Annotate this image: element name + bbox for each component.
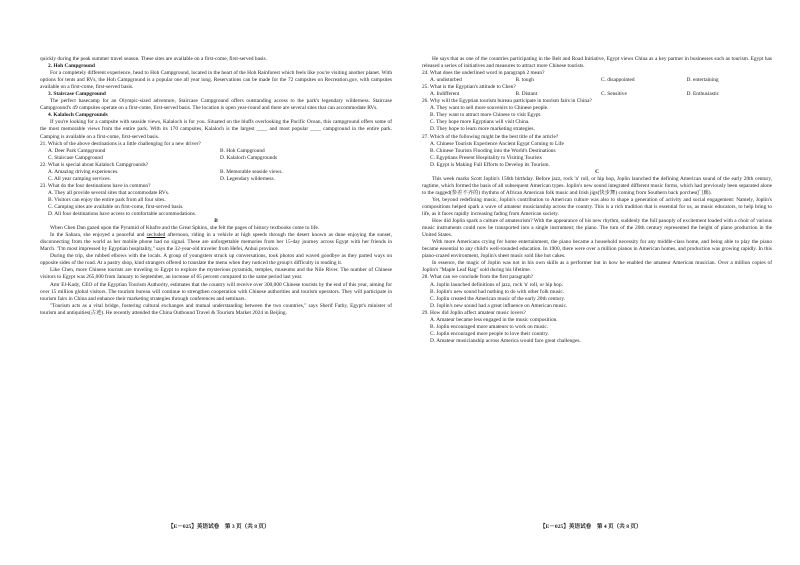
question-22-options (40, 169, 392, 183)
question-26: 26. Why will the Egyptian tourism bureau participate in tourism fairs in China? (422, 98, 592, 105)
option: A. Joplin launched definitions of jazz, rock 'n' roll, or hip hop. (430, 281, 563, 288)
option: D. They hope to learn more marketing strategies. (430, 126, 535, 133)
option: C. Joplin encouraged more people to love their country. (430, 330, 549, 337)
passage-b-paragraph-5: Amr El-Kady, CEO of the Egyptian Tourism Authority, estimates that the country will receive over 300,000 Chinese tourists by the end of this year, aiming for over 15 million global visitors. The tourism bureau will continue to strengthen cooperation with Chinese authorities and tourism operators. They will participate in tourism fairs in China and enhance their marketing strategies through conferences and seminars. (40, 281, 392, 302)
option: D. Egypt is Making Full Efforts to Develop its Tourism. (430, 161, 550, 168)
option: C. Joplin created the American music of the early 20th century. (430, 295, 565, 302)
passage-c-paragraph-1: This week marks Scott Joplin's 156th birthday. Before jazz, rock 'n' roll, or hip hop, Joplin launched the defining American sound of the early 20th century, ragtime, which formed the basis of all subsequent American types. Joplin's new sound integrated different music forms, which had previously been separated alone to the ragged(参差不齐的) rhythms of African American folk music and Irish jigs(快步舞) coming from Southern back porches(门廊). (422, 175, 772, 196)
question-27: 27. Which of the following might be the best title of the article? (422, 133, 559, 140)
question-29-options (422, 317, 772, 345)
option: C. disappointed (601, 77, 635, 84)
question-27-options (422, 141, 772, 169)
paragraph-text: In the Sahara, she enjoyed a peaceful and (50, 232, 147, 239)
question-21-options (40, 148, 392, 162)
option: D. Legendary wilderness. (220, 175, 275, 182)
option: B. Joplin encouraged more amateurs to work on music. (430, 323, 549, 330)
option: A. Amazing driving experiences. (48, 168, 119, 175)
passage-b-paragraph-4: Like Chen, more Chinese tourists are traveling to Egypt to explore the mysterious pyramids, temples, museums and the Nile River. The number of Chinese visitors to Egypt was 265,000 from January to September, an increase of 65 percent compared to the same period last year. (40, 267, 392, 281)
option: C. All year camping services. (48, 175, 111, 182)
paragraph-staircase: The perfect basecamp for an Olympic-sized adventure, Staircase Campground offers outstanding access to the park's legendary wilderness. Staircase Campground's 49 campsites operate on a first-come, first-served basis. The location is open year-round and there are several sites that can accommodate RVs. (40, 98, 392, 112)
option: D. All four destinations have access to comfortable accommodations. (48, 211, 197, 218)
question-22: 22. What is special about Kalaloch Campgrounds? (40, 161, 149, 168)
option: D. Kalaloch Campgrounds (220, 154, 278, 161)
option: A. Amateur became less engaged in the music composition. (430, 316, 558, 323)
question-25: 25. What is the Egyptian's attitude to Chen? (422, 84, 516, 91)
question-29: 29. How did Joplin affect amateur music lovers? (422, 309, 526, 316)
option: A. They all provide several sites that accommodate RVs. (48, 189, 170, 196)
option: A. Indifferent (430, 91, 460, 98)
paragraph-kalaloch: If you're looking for a campsite with seaside views, Kalaloch is for you. Situated on the bluffs overlooking the Pacific Ocean, this campground offers some of the most memorable views from the entire park. With its 170 campsites, Kalaloch is the largest ____ and most popular ____ campground in the entire park. Camping is available on a first-come, first-served basis. (40, 119, 392, 140)
heading-hoh: 2. Hoh Campground (48, 63, 95, 70)
question-23: 23. What do the four destinations have in common? (40, 182, 151, 189)
page-3-footer: 【E－025】英语试卷 第 3 页（共 8 页） (168, 524, 270, 530)
passage-b-paragraph-3: During the trip, she rubbed elbows with the locals. A group of youngsters struck up conversations, took photos and waved goodbye as they parted ways on opposite sides of the road. At a pastry shop, kind strangers offered to translate the menu when they noticed the group's difficulty in reading it. (40, 253, 392, 267)
page-4-column (422, 56, 772, 345)
option: C. Camping sites are available on first-come, first-served basis. (48, 203, 184, 210)
heading-kalaloch: 4. Kalaloch Campgrounds (48, 112, 108, 119)
option: A. Deer Park Campground (48, 147, 106, 154)
question-23-options (40, 190, 392, 218)
question-26-options (422, 105, 772, 133)
passage-c-paragraph-3: How did Joplin spark a culture of amateurism? With the appearance of his new rhythm, suddenly the full panoply of excitement loaded with a choir of various music instruments could now be transported into a single instrument; the piano. The turn of the 20th century represented the height of piano production in the United States. (422, 218, 772, 239)
option: B. Memorable seaside views. (220, 168, 283, 175)
question-28: 28. What can we conclude from the first paragraph? (422, 274, 534, 281)
passage-c-paragraph-4: With more Americans crying for home entertainment, the piano became a household necessity for any middle-class home, and being able to play the piano became essential to any child's well-rounded education. In 1900, there were over a million pianos in American homes, and production was growing rapidly. In this piano-crazed environment, Joplin's sheet music sold like hot cakes. (422, 239, 772, 260)
option: A. undisturbed (430, 77, 462, 84)
passage-b-paragraph-1: When Chen Dan gazed upon the Pyramid of Khafre and the Great Sphinx, she felt the pages of history textbooks come to life. (50, 225, 320, 232)
option: A. Chinese Tourists Experience Ancient Egypt Coming to Life (430, 140, 564, 147)
underlined-word: secluded (146, 232, 166, 239)
option: B. They want to attract more Chinese to visit Egypt. (430, 112, 542, 119)
option: C. Egyptians Present Hospitality to Visiting Tourists (430, 154, 542, 161)
option: B. Visitors can enjoy the entire park from all four sites. (48, 196, 166, 203)
section-b-heading: B (214, 218, 218, 225)
passage-b-paragraph-6: "Tourism acts as a vital bridge, fostering cultural exchanges and mutual understanding between the two countries," says Sherif Fathy, Egypt's minister of tourism and antiquities(古迹). He recently attended the China Outbound Travel & Tourism Market 2024 in Beijing. (40, 302, 392, 316)
page-4-footer: 【E－025】英语试卷 第 4 页（共 8 页） (540, 524, 642, 530)
option: B. Hoh Campground (220, 147, 265, 154)
page-3-column (40, 56, 392, 317)
option: D. Joplin's new sound had a great influence on American music. (430, 302, 568, 309)
passage-b-paragraph-2 (40, 232, 392, 253)
paragraph-text: afternoon, riding in a vehicle at high speeds through the desert known as dune enjoying the sunset, disconnecting from the world as her mobile phone had no signal. These are unforgettable memories from her 15-day journey across Egypt with her friends in March. "I'm most impressed by Egyptian hospitality," says the 32-year-old traveler from Hefei, Anhui province. (40, 232, 392, 253)
option: D. entertaining (686, 77, 719, 84)
section-c-heading: C (595, 168, 599, 175)
question-24: 24. What does the underlined word in paragraph 2 mean? (422, 70, 545, 77)
paragraph-hoh: For a completely different experience, head to Hoh Campground, located in the heart of the Hoh Rainforest which feels like you're visiting another planet. With options for tents and RVs, the Hoh Campground is a popular one all year long. Reservations can be made for the 72 campsites on Recreation.gov, with campsites available on a first-come, first-served basis. (40, 70, 392, 91)
option: C. Sensitive (601, 91, 627, 98)
passage-c-paragraph-2: Yet, beyond redefining music, Joplin's contribution to American culture was also to shape a generation of activity and social engagement: Namely, Joplin's compositions helped spark a wave of amateur musicianship across the country. This is a rich tradition that is essential for us, as music educators, to help bring to life, as it faces rapidly increasing fading from American society. (422, 196, 772, 218)
question-28-options (422, 282, 772, 310)
option: B. Distant (515, 91, 538, 98)
option: D. Amateur musicianship across America would face great challenges. (430, 337, 581, 344)
question-24-options (422, 77, 772, 84)
passage-a-tail: quickly during the peak summer travel season. These sites are available on a first-come, first-served basis. (40, 56, 267, 62)
option: B. Joplin's new sound had nothing to do with other folk music. (430, 288, 565, 295)
option: D. Enthusiastic (686, 91, 720, 98)
question-21: 21. Which of the above destinations is a little challenging for a new driver? (40, 140, 201, 147)
option: A. They want to sell more souvenirs to Chinese people. (430, 105, 549, 112)
passage-c-paragraph-5: In essence, the magic of Joplin was not in his own skills as a performer but in how he enabled the amateur American musician. Over a million copies of Joplin's "Maple Leaf Rag" sold during his lifetime. (422, 260, 772, 274)
option: C. They hope more Egyptians will visit China. (430, 119, 530, 126)
option: B. tough (515, 77, 534, 84)
option: B. Chinese Tourists Flooding into the World's Destinations (430, 147, 556, 154)
option: C. Staircase Campground (48, 154, 103, 161)
passage-b-paragraph-7: He says that as one of the countries participating in the Belt and Road Initiative, Egypt views China as a key partner in businesses such as tourism. Egypt has released a series of initiatives and measures to attract more Chinese tourists. (422, 56, 772, 70)
heading-staircase: 3. Staircase Campground (48, 91, 106, 98)
